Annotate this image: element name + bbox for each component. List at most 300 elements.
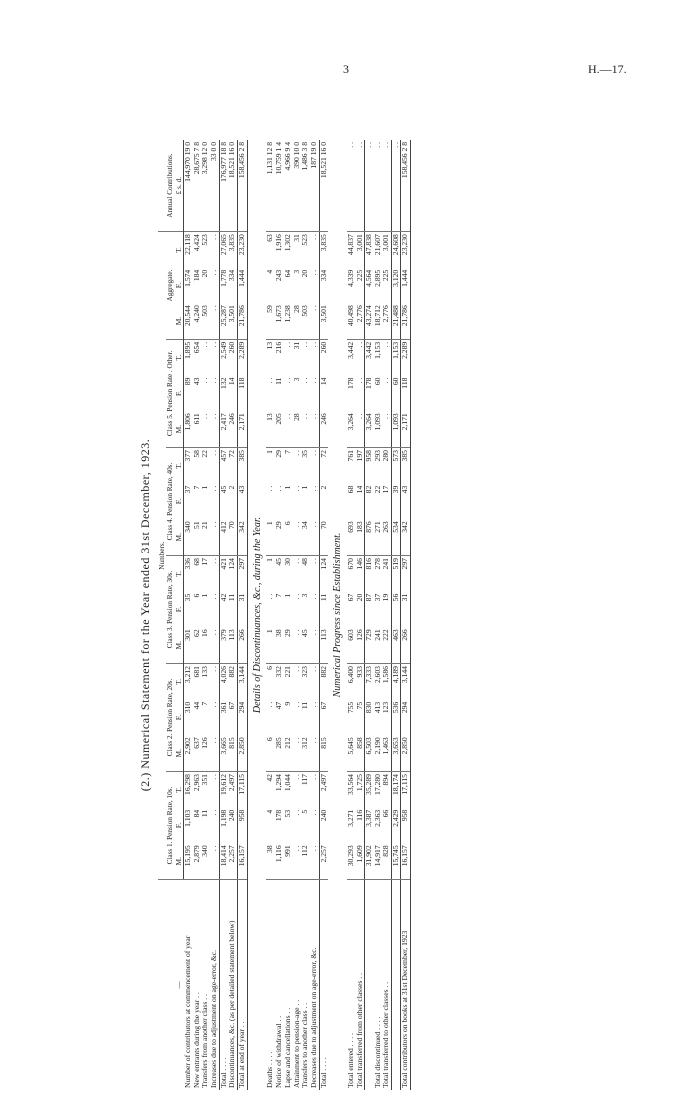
sub-header-t: T. bbox=[175, 664, 184, 700]
cell-value: 28 bbox=[291, 305, 301, 313]
cell-value: 830 bbox=[364, 700, 373, 736]
cell-value: . . bbox=[209, 269, 218, 276]
cell-value: 573 bbox=[391, 448, 401, 484]
cell-value: 1,153 bbox=[391, 339, 401, 375]
sub-header-t: T. bbox=[175, 772, 184, 808]
cell-value: 2,850 bbox=[238, 735, 248, 771]
cell-value: 212 bbox=[282, 737, 292, 749]
cell-value: . . bbox=[209, 593, 218, 600]
cell-value: 1,116 bbox=[274, 845, 284, 863]
cell-value: 1 bbox=[282, 485, 292, 490]
cell-value: 19 bbox=[381, 593, 391, 602]
cell-value: 693 bbox=[345, 521, 355, 533]
cell-value: . . bbox=[354, 377, 364, 384]
cell-value: 42 bbox=[219, 592, 228, 628]
cell-value: . . bbox=[308, 593, 318, 600]
cell-value: 23,230 bbox=[238, 232, 248, 268]
cell-value: . . bbox=[209, 377, 218, 384]
cell-value: 64 bbox=[282, 269, 292, 278]
row-label: Discontinuances, &c. (as per detailed statement below) bbox=[228, 880, 237, 1090]
cell-value: 124 bbox=[319, 556, 328, 592]
cell-value: . . bbox=[310, 339, 319, 375]
cell-value: . . bbox=[265, 701, 275, 708]
contribution-amount: 4,966 9 4 bbox=[282, 142, 292, 171]
class1-header: Class 1. Pension Rate, 10s. bbox=[166, 772, 174, 880]
cell-value: 1,238 bbox=[282, 305, 292, 323]
cell-value: 19,612 bbox=[219, 772, 228, 808]
cell-value: 30 bbox=[284, 556, 293, 592]
discontinuance-row bbox=[275, 140, 284, 1090]
cell-value: 20 bbox=[300, 269, 310, 278]
cell-value: 271 bbox=[372, 521, 382, 533]
sub-header-f: F. bbox=[175, 592, 184, 628]
sub-header-f: F. bbox=[175, 484, 184, 520]
rotated-statement bbox=[138, 140, 628, 1090]
discontinuance-row bbox=[310, 140, 319, 1090]
cell-value: 2,549 bbox=[219, 339, 228, 375]
cell-value: 6,400 bbox=[347, 664, 356, 700]
summary-row bbox=[201, 140, 210, 1090]
cell-value: 17 bbox=[381, 485, 391, 494]
cell-value: . . bbox=[354, 413, 364, 419]
cell-value: 2,171 bbox=[401, 411, 411, 447]
cell-value: 858 bbox=[354, 737, 364, 749]
contribution-amount: 144,970 19 0 bbox=[182, 142, 192, 182]
page-number: 3 bbox=[343, 62, 349, 76]
cell-value: 14,917 bbox=[372, 845, 382, 867]
cell-value: . . bbox=[282, 377, 292, 384]
cell-value: 30,293 bbox=[345, 845, 355, 867]
aggregate-header: Aggregate. bbox=[166, 232, 174, 340]
cell-value: 241 bbox=[372, 629, 382, 641]
cell-value: 56 bbox=[391, 592, 401, 628]
cell-value: 118 bbox=[401, 376, 411, 412]
cell-value: . . bbox=[293, 556, 302, 592]
cell-value: 894 bbox=[382, 772, 391, 808]
cell-value: 1 bbox=[200, 593, 210, 598]
cell-value: 53 bbox=[282, 809, 292, 818]
cell-value: 75 bbox=[354, 701, 364, 710]
cell-value: 379 bbox=[219, 627, 228, 663]
contribution-amount: 10,759 1 4 bbox=[274, 142, 284, 175]
cell-value: 2,776 bbox=[381, 305, 391, 323]
cell-value: 301 bbox=[182, 629, 192, 641]
cell-value: . . bbox=[201, 339, 210, 375]
cell-value: 1,044 bbox=[284, 772, 293, 808]
cell-value: . . bbox=[310, 232, 319, 268]
contribution-amount: 3,298 12 0 bbox=[200, 142, 210, 175]
sub-header-m: M. bbox=[175, 519, 184, 555]
cell-value: 1,103 bbox=[182, 809, 192, 827]
cell-value: 89 bbox=[182, 377, 192, 386]
cell-value: 197 bbox=[356, 448, 365, 484]
cell-value: 3 bbox=[291, 377, 301, 382]
cell-value: 178 bbox=[364, 376, 373, 412]
cell-value: 4 bbox=[265, 809, 275, 814]
cell-value: 3,120 bbox=[391, 268, 401, 303]
cell-value: . . bbox=[308, 269, 318, 276]
cell-value: 2,895 bbox=[372, 269, 382, 287]
sub-header-m: M. bbox=[175, 411, 184, 447]
cell-value: 3,442 bbox=[347, 339, 356, 375]
cell-value: 1 bbox=[265, 521, 275, 526]
cell-value: 2,171 bbox=[238, 411, 248, 447]
document-reference: H.—17. bbox=[588, 62, 627, 76]
cell-value: . . bbox=[300, 413, 310, 419]
cell-value: 68 bbox=[193, 556, 202, 592]
cell-value: 816 bbox=[364, 556, 373, 592]
cell-value: . . bbox=[291, 629, 301, 636]
cell-value: 1,444 bbox=[401, 268, 411, 303]
cell-value: 2,257 bbox=[319, 843, 328, 879]
row-label: Total . . . . bbox=[319, 880, 328, 1090]
cell-value: . . bbox=[291, 593, 301, 600]
cell-value: 43 bbox=[191, 377, 201, 386]
sub-header-t: T. bbox=[175, 448, 184, 484]
statement-title: (2.) Numerical Statement for the Year ended 31st December, 1923. bbox=[138, 438, 152, 792]
cell-value: 310 bbox=[182, 701, 192, 714]
cell-value: . . bbox=[356, 339, 365, 375]
cell-value: . . bbox=[308, 737, 318, 744]
sub-header-m: M. bbox=[175, 303, 184, 339]
cell-value: 15,745 bbox=[391, 843, 401, 879]
sub-header-m: M. bbox=[175, 627, 184, 663]
cell-value: 3,264 bbox=[364, 411, 373, 447]
cell-value: 815 bbox=[319, 735, 328, 771]
sub-header-m: M. bbox=[175, 735, 184, 771]
cell-value: 35,289 bbox=[364, 772, 373, 808]
row-label: Total transferred to other classes . . bbox=[382, 880, 391, 1090]
cell-value: 40,498 bbox=[345, 305, 355, 327]
cell-value: 876 bbox=[364, 519, 373, 555]
contribution-amount: 158,456 2 8 bbox=[401, 140, 411, 232]
cell-value: 2,429 bbox=[391, 808, 401, 844]
cell-value: 31 bbox=[293, 339, 302, 375]
cell-value: 17 bbox=[201, 556, 210, 592]
cell-value: 2,289 bbox=[401, 339, 411, 375]
summary-row bbox=[193, 140, 202, 1090]
cell-value: 113 bbox=[319, 627, 328, 663]
cell-value: . . bbox=[308, 701, 318, 708]
cell-value: 72 bbox=[228, 448, 237, 484]
cell-value: 6,503 bbox=[364, 735, 373, 771]
cell-value: 21,488 bbox=[391, 303, 401, 339]
summary-row bbox=[210, 140, 219, 1090]
cell-value: 603 bbox=[345, 629, 355, 641]
cell-value: 51 bbox=[191, 521, 201, 529]
cell-value: 534 bbox=[391, 519, 401, 555]
cell-value: . . bbox=[265, 485, 275, 492]
cell-value: . . bbox=[310, 772, 319, 808]
cell-value: 63 bbox=[266, 232, 275, 268]
row-label: Total at end of year . . bbox=[238, 880, 248, 1090]
cell-value: 260 bbox=[319, 339, 328, 375]
contribution-amount: . . bbox=[345, 142, 355, 148]
cell-value: 1,574 bbox=[182, 269, 192, 287]
cell-value: 2,190 bbox=[372, 737, 382, 755]
cell-value: 421 bbox=[219, 556, 228, 592]
cell-value: 293 bbox=[374, 448, 383, 484]
cell-value: 60 bbox=[372, 377, 382, 386]
cell-value: 67 bbox=[345, 593, 355, 602]
cell-value: 933 bbox=[356, 664, 365, 700]
cell-value: . . bbox=[209, 521, 218, 528]
cell-value: 216 bbox=[275, 339, 284, 375]
cell-value: . . bbox=[293, 772, 302, 808]
cell-value: 2,289 bbox=[238, 339, 248, 375]
cell-value: 246 bbox=[227, 413, 237, 425]
cell-value: 278 bbox=[374, 556, 383, 592]
cell-value: 20 bbox=[200, 269, 210, 278]
cell-value: 18,174 bbox=[391, 772, 401, 808]
cell-value: 3,271 bbox=[345, 809, 355, 827]
cell-value: 243 bbox=[274, 269, 284, 282]
cell-value: 1,609 bbox=[354, 845, 364, 863]
cell-value: 28 bbox=[291, 413, 301, 421]
cell-value: 5 bbox=[300, 809, 310, 814]
cell-value: 503 bbox=[300, 305, 310, 317]
cell-value: 3,653 bbox=[391, 735, 401, 771]
cell-value: 294 bbox=[238, 700, 248, 736]
cell-value: . . bbox=[209, 305, 218, 311]
cell-value: 882 bbox=[319, 664, 328, 700]
cell-value: 1 bbox=[265, 629, 275, 634]
cell-value: 118 bbox=[238, 376, 248, 412]
row-label: Total contributors on books at 31st December, 1923 bbox=[401, 880, 411, 1090]
cell-value: 3,264 bbox=[345, 413, 355, 431]
cell-value: . . bbox=[291, 521, 301, 528]
class4-header: Class 4. Pension Rate, 40s. bbox=[166, 448, 174, 556]
cell-value: 146 bbox=[356, 556, 365, 592]
cell-value: . . bbox=[291, 737, 301, 744]
cell-value: 523 bbox=[301, 232, 310, 268]
cell-value: 263 bbox=[381, 521, 391, 533]
cell-value: . . bbox=[209, 701, 218, 708]
cell-value: . . bbox=[200, 413, 210, 419]
cell-value: 43 bbox=[401, 484, 411, 520]
cell-value: 958 bbox=[238, 808, 248, 844]
cell-value: 132 bbox=[219, 376, 228, 412]
cell-value: 7 bbox=[191, 485, 201, 490]
cell-value: 361 bbox=[219, 700, 228, 736]
cell-value: 23,230 bbox=[401, 232, 411, 268]
cell-value: 87 bbox=[364, 592, 373, 628]
cell-value: 17,280 bbox=[374, 772, 383, 808]
cell-value: 2,879 bbox=[191, 845, 201, 863]
cell-value: 1 bbox=[266, 448, 275, 484]
cell-value: . . bbox=[210, 448, 219, 484]
cell-value: 43 bbox=[238, 484, 248, 520]
cell-value: 67 bbox=[227, 701, 237, 710]
annual-contributions-header: Annual Contributions. bbox=[166, 153, 175, 218]
cell-value: 463 bbox=[391, 627, 401, 663]
cell-value: 222 bbox=[381, 629, 391, 641]
cell-value: 117 bbox=[301, 772, 310, 808]
cell-value: . . bbox=[308, 413, 318, 419]
sub-header-f: F. bbox=[175, 808, 184, 844]
cell-value: 183 bbox=[354, 521, 364, 533]
cell-value: 21,786 bbox=[401, 303, 411, 339]
cell-value: 3,001 bbox=[382, 232, 391, 268]
cell-value: 285 bbox=[274, 737, 284, 749]
cell-value: 45 bbox=[219, 484, 228, 520]
cell-value: 11 bbox=[200, 809, 210, 818]
cell-value: 123 bbox=[381, 701, 391, 714]
cell-value: 6 bbox=[282, 521, 292, 526]
cell-value: 72 bbox=[319, 448, 328, 484]
cell-value: 11 bbox=[227, 593, 237, 602]
cell-value: 29 bbox=[274, 521, 284, 529]
cell-value: . . bbox=[310, 448, 319, 484]
cell-value: 22 bbox=[372, 485, 382, 494]
cell-value: 39 bbox=[391, 484, 401, 520]
cell-value: 332 bbox=[275, 664, 284, 700]
row-label: Total entered . . . . bbox=[347, 880, 356, 1090]
cell-value: 15,195 bbox=[182, 845, 192, 867]
sub-header-f: F. bbox=[175, 700, 184, 736]
cell-value: 457 bbox=[219, 448, 228, 484]
cell-value: 178 bbox=[345, 377, 355, 389]
row-label: Transfers to another class . . bbox=[301, 880, 310, 1090]
cell-value: 958 bbox=[364, 448, 373, 484]
contribution-amount: 1,131 12 8 bbox=[265, 142, 275, 175]
cell-value: 225 bbox=[354, 269, 364, 282]
cell-value: . . bbox=[209, 845, 218, 852]
cell-value: 523 bbox=[201, 232, 210, 268]
cell-value: . . bbox=[308, 809, 318, 816]
cell-value: 27,065 bbox=[219, 232, 228, 268]
cell-value: 1 bbox=[200, 485, 210, 490]
cell-value: 729 bbox=[364, 627, 373, 663]
currency-header: £ s. d. bbox=[175, 140, 184, 232]
contribution-amount: . . bbox=[391, 140, 401, 232]
cell-value: 828 bbox=[381, 845, 391, 857]
cell-value: . . bbox=[209, 629, 218, 636]
discontinuance-row bbox=[284, 140, 293, 1090]
cell-value: . . bbox=[308, 629, 318, 636]
cell-value: 340 bbox=[200, 845, 210, 857]
cell-value: 21 bbox=[200, 521, 210, 529]
sub-header-t: T. bbox=[175, 339, 184, 375]
summary-row bbox=[183, 140, 192, 1090]
cell-value: . . bbox=[200, 377, 210, 384]
cell-value: 44,837 bbox=[347, 232, 356, 268]
cell-value: 42 bbox=[266, 772, 275, 808]
cell-value: 133 bbox=[201, 664, 210, 700]
cell-value: 43,274 bbox=[364, 303, 373, 339]
summary-row bbox=[238, 140, 248, 1090]
contribution-amount: 390 10 0 bbox=[291, 142, 301, 169]
cell-value: 38 bbox=[274, 629, 284, 637]
cell-value: 70 bbox=[319, 519, 328, 555]
sub-header-f: F. bbox=[175, 376, 184, 412]
cell-value: 6 bbox=[265, 737, 275, 742]
class3-header: Class 3. Pension Rate, 30s. bbox=[166, 556, 174, 664]
cell-value: 126 bbox=[200, 737, 210, 749]
sub-header-m: M. bbox=[175, 843, 184, 879]
cell-value: 611 bbox=[191, 413, 201, 425]
cell-value: . . bbox=[209, 413, 218, 419]
details-section-heading bbox=[247, 140, 266, 1090]
numbers-header: Numbers. bbox=[158, 232, 166, 880]
cell-value: 1 bbox=[282, 593, 292, 598]
cell-value: 240 bbox=[319, 808, 328, 844]
cell-value: 35 bbox=[182, 593, 192, 602]
cell-value: 1,444 bbox=[238, 268, 248, 303]
cell-value: 16,298 bbox=[183, 772, 192, 808]
cell-value: 958 bbox=[401, 808, 411, 844]
contribution-amount: 18,521 16 0 bbox=[227, 142, 237, 179]
cell-value: 385 bbox=[238, 448, 248, 484]
cell-value: 3,442 bbox=[364, 339, 373, 375]
cell-value: 385 bbox=[401, 448, 411, 484]
cell-value: 221 bbox=[284, 664, 293, 700]
cell-value: 66 bbox=[381, 809, 391, 818]
cell-value: 11 bbox=[319, 592, 328, 628]
cell-value: 16,157 bbox=[401, 843, 411, 879]
cell-value: 7 bbox=[200, 701, 210, 706]
cell-value: 882 bbox=[228, 664, 237, 700]
cell-value: 5,645 bbox=[345, 737, 355, 755]
discontinuance-row bbox=[319, 140, 328, 1090]
cell-value: 3,501 bbox=[319, 303, 328, 339]
cell-value: . . bbox=[308, 305, 318, 311]
cell-value: . . bbox=[381, 413, 391, 419]
cell-value: 31 bbox=[293, 232, 302, 268]
cell-value: . . bbox=[210, 664, 219, 700]
cell-value: 48 bbox=[301, 556, 310, 592]
cell-value: 2 bbox=[319, 484, 328, 520]
row-label: Attainment to pension-age . . bbox=[293, 880, 302, 1090]
cell-value: . . bbox=[293, 664, 302, 700]
cell-value: 22 bbox=[201, 448, 210, 484]
cell-value: 59 bbox=[265, 305, 275, 313]
cell-value: . . bbox=[308, 521, 318, 528]
row-label: New entrants during the year . . bbox=[193, 880, 202, 1090]
cell-value: . . bbox=[300, 377, 310, 384]
cell-value: 1,673 bbox=[274, 305, 284, 323]
contribution-amount: . . bbox=[354, 142, 364, 148]
cell-value: 3,144 bbox=[401, 664, 411, 700]
contribution-amount: 18,521 16 0 bbox=[319, 140, 328, 232]
contribution-amount: 28,675 7 8 bbox=[191, 142, 201, 175]
cell-value: 60 bbox=[391, 376, 401, 412]
cell-value: . . bbox=[291, 485, 301, 492]
cell-value: 1,586 bbox=[382, 664, 391, 700]
cell-value: . . bbox=[310, 556, 319, 592]
cell-value: 112 bbox=[300, 845, 310, 857]
cell-value: 62 bbox=[191, 629, 201, 637]
row-label: Transfers from another class . . bbox=[201, 880, 210, 1090]
cell-value: 1,153 bbox=[374, 339, 383, 375]
cell-value: 3,001 bbox=[356, 232, 365, 268]
cell-value: 3,387 bbox=[364, 808, 373, 844]
cell-value: 2,963 bbox=[193, 772, 202, 808]
progress-row bbox=[347, 140, 356, 1090]
row-label: Total transferred from other classes . . bbox=[356, 880, 365, 1090]
cell-value: 14 bbox=[227, 377, 237, 386]
cell-value: 3,501 bbox=[227, 305, 237, 323]
cell-value: 4,240 bbox=[191, 305, 201, 323]
cell-value: 68 bbox=[345, 485, 355, 494]
cell-value: . . bbox=[308, 377, 318, 384]
cell-value: 342 bbox=[401, 519, 411, 555]
contribution-amount: 176,977 18 8 bbox=[219, 140, 228, 232]
cell-value: 58 bbox=[193, 448, 202, 484]
cell-value: 3,835 bbox=[228, 232, 237, 268]
label-column-header: — bbox=[158, 880, 183, 1090]
cell-value: 33,564 bbox=[347, 772, 356, 808]
